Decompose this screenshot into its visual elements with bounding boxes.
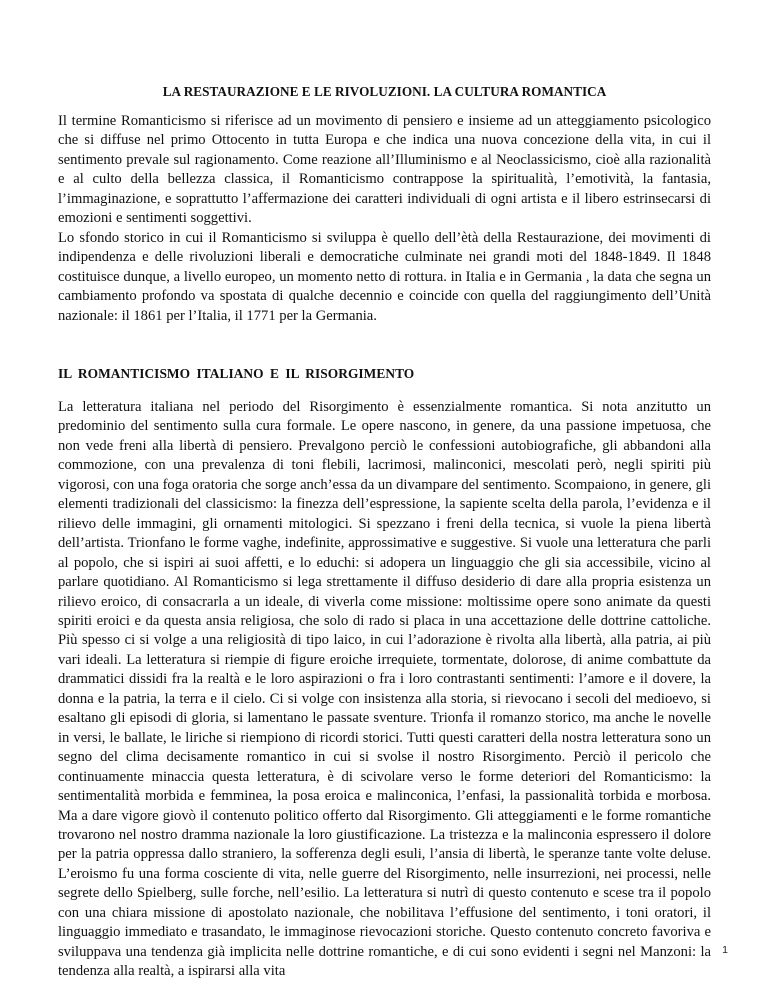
intro-paragraph-1: Il termine Romanticismo si riferisce ad un movimento di pensiero e insieme ad un atteggiamento psicologico che si diffuse nel primo Ottocento in tutta Europa e che indica una nuova concezione della vita, in cui il sentimento prevale sul ragionamento. Come reazione all’Illuminismo e al Neoclassicismo, cioè alla razionalità e al culto della bellezza classica, il Romanticismo contrappose la spiritualità, l’emotività, la fantasia, l’immaginazione, e soprattutto l’affermazione dei caratteri individuali di ogni artista e il libero estrinsecarsi di emozioni e sentimenti soggettivi.: [58, 113, 711, 227]
intro-paragraph-2: Lo sfondo storico in cui il Romanticismo si sviluppa è quello dell’ètà della Restaurazione, dei movimenti di indipendenza e delle rivoluzioni liberali e democratiche culminate nei grandi moti del 1848-1849. Il 1848 costituisce dunque, a livello europeo, un momento netto di rottura. in Italia e in Germania , la data che segna un cambiamento profondo va spostata di qualche decennio e coincide con quella del raggiungimento dell’Unità nazionale: il 1861 per l’Italia, il 1771 per la Germania.: [58, 229, 711, 324]
section-paragraph: La letteratura italiana nel periodo del Risorgimento è essenzialmente romantica. Si nota anzitutto un predominio del sentimento sulla cura formale. Le opere nascono, in genere, da una passione impetuosa, che non vede freni alla libertà di pensiero. Prevalgono perciò le confessioni autobiografiche, gli abbandoni alla commozione, con una prevalenza di toni flebili, lacrimosi, malinconici, mescolati però, negli spiriti più vigorosi, con una foga oratoria che sorge anch’essa da un divampare del sentimento. Scompaiono, in genere, gli elementi tradizionali del classicismo: la finezza dell’espressione, la sapiente scelta della parola, l’evidenza e il rilievo delle immagini, gli ornamenti mitologici. Si spezzano i freni della tecnica, si vuole la piena libertà dell’artista. Trionfano le forme vaghe, indefinite, approssimative e suggestive. Si vuole una letteratura che parli al popolo, che si ispiri ai suoi affetti, e lo educhi: si adopera un linguaggio che gli sia accessibile, vicino al parlare quotidiano. Al Romanticismo si lega strettamente il diffuso desiderio di dare alla propria esistenza un rilievo eroico, di consacrarla a un ideale, di viverla come missione: moltissime opere sono animate da questi spiriti eroici e da questa ansia religiosa, che solo di rado si placa in una accettazione delle dottrine cattoliche. Più spesso ci si volge a una religiosità di tipo laico, in cui l’adorazione è rivolta alla libertà, alla patria, ai più vari ideali. La letteratura si riempie di figure eroiche irrequiete, tormentate, dolorose, di anime combattute da drammatici dissidi fra la realtà e le loro aspirazioni o fra i loro contrastanti sentimenti: l’amore e il dovere, la donna e la patria, la terra e il cielo. Ci si volge con insistenza alla storia, si rievocano i secoli del medioevo, si esaltano gli episodi di gloria, si lamentano le passate sventure. Trionfa il romanzo storico, ma anche le novelle in versi, le ballate, le liriche si riempiono di ricordi storici. Tutti questi caratteri della nostra letteratura sono un segno del clima decisamente romantico in cui si svolse il nostro Risorgimento. Perciò il pericolo che continuamente minaccia questa letteratura, è di scivolare verso le forme deteriori del Romanticismo: la sentimentalità morbida e femminea, la posa eroica e malinconica, l’enfasi, la passionalità torbida e morbosa. Ma a dare vigore giovò il contenuto politico offerto dal Risorgimento. Gli atteggiamenti e le forme romantiche trovarono nel nostro dramma nazionale la loro giustificazione. La tristezza e la malinconia espressero il dolore per la patria oppressa dallo straniero, la sofferenza degli esuli, l’ansia di libertà, le speranze tante volte deluse. L’eroismo fu una forma cosciente di vita, nelle guerre del Risorgimento, nelle insurrezioni, nei processi, nelle segrete dello Spielberg, sulle forche, nell’esilio. La letteratura si nutrì di questo contenuto e scese tra il popolo con una chiara missione di apostolato nazionale, che nobilitava l’effusione del sentimento, i toni oratori, il linguaggio immediato e trasandato, le immaginose rievocazioni storiche. Questo contenuto concreto favoriva e sviluppava una tendenza già implicita nelle dottrine romantiche, e di cui sono evidenti i segni nel Manzoni: la tendenza alla realtà, a ispirarsi alla vita: [58, 398, 712, 980]
page-number: 1: [722, 944, 728, 956]
document-title: LA RESTAURAZIONE E LE RIVOLUZIONI. LA CULTURA ROMANTICA: [162, 84, 607, 99]
document-body: [58, 82, 711, 982]
section-heading: IL ROMANTICISMO ITALIANO E IL RISORGIMENTO: [58, 365, 415, 381]
